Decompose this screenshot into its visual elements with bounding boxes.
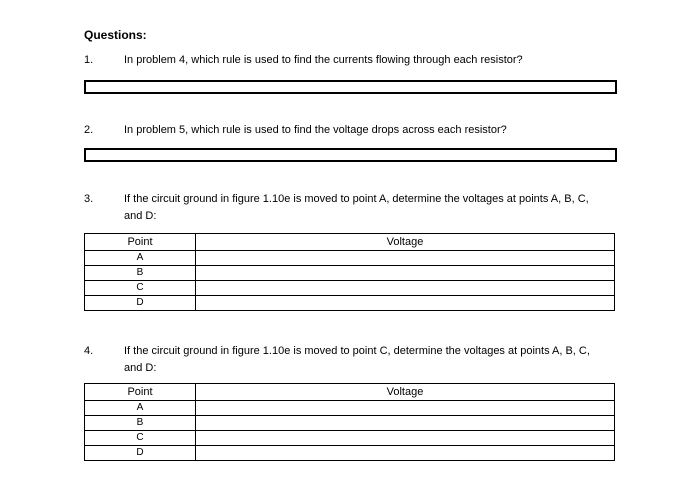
table-row <box>85 401 615 416</box>
point-label: B <box>85 266 196 281</box>
point-column-header: Point <box>85 234 196 251</box>
voltage-answer-cell[interactable] <box>196 431 615 446</box>
questions-heading: Questions: <box>84 28 147 42</box>
table-header-row <box>85 234 615 251</box>
point-label: D <box>85 446 196 461</box>
table-row <box>85 416 615 431</box>
table-row <box>85 266 615 281</box>
point-label: C <box>85 431 196 446</box>
voltage-answer-cell[interactable] <box>196 281 615 296</box>
question-1-text: In problem 4, which rule is used to find the currents flowing through each resistor? <box>124 54 523 66</box>
voltage-answer-cell[interactable] <box>196 446 615 461</box>
voltage-answer-cell[interactable] <box>196 296 615 311</box>
voltage-answer-cell[interactable] <box>196 416 615 431</box>
point-column-header: Point <box>85 384 196 401</box>
question-2-answer-field[interactable] <box>84 148 617 162</box>
question-4-number: 4. <box>84 345 94 357</box>
voltage-column-header: Voltage <box>196 234 615 251</box>
question-2-text: In problem 5, which rule is used to find the voltage drops across each resistor? <box>124 124 507 136</box>
question-3-text-line2: and D: <box>124 210 157 222</box>
question-3-voltage-table <box>84 233 615 311</box>
voltage-column-header: Voltage <box>196 384 615 401</box>
point-label: A <box>85 401 196 416</box>
question-3-number: 3. <box>84 193 94 205</box>
table-row <box>85 251 615 266</box>
table-row <box>85 281 615 296</box>
table-row <box>85 446 615 461</box>
question-4-voltage-table <box>84 383 615 461</box>
table-header-row <box>85 384 615 401</box>
question-2-number: 2. <box>84 124 94 136</box>
point-label: C <box>85 281 196 296</box>
point-label: B <box>85 416 196 431</box>
voltage-answer-cell[interactable] <box>196 251 615 266</box>
point-label: D <box>85 296 196 311</box>
question-4-text-line1: If the circuit ground in figure 1.10e is moved to point C, determine the voltages at points A, B, C, <box>124 345 590 357</box>
table-row <box>85 431 615 446</box>
question-4-text-line2: and D: <box>124 362 157 374</box>
table-row <box>85 296 615 311</box>
voltage-answer-cell[interactable] <box>196 401 615 416</box>
question-1-number: 1. <box>84 54 94 66</box>
point-label: A <box>85 251 196 266</box>
question-1-answer-field[interactable] <box>84 80 617 94</box>
question-3-text-line1: If the circuit ground in figure 1.10e is moved to point A, determine the voltages at points A, B, C, <box>124 193 589 205</box>
voltage-answer-cell[interactable] <box>196 266 615 281</box>
